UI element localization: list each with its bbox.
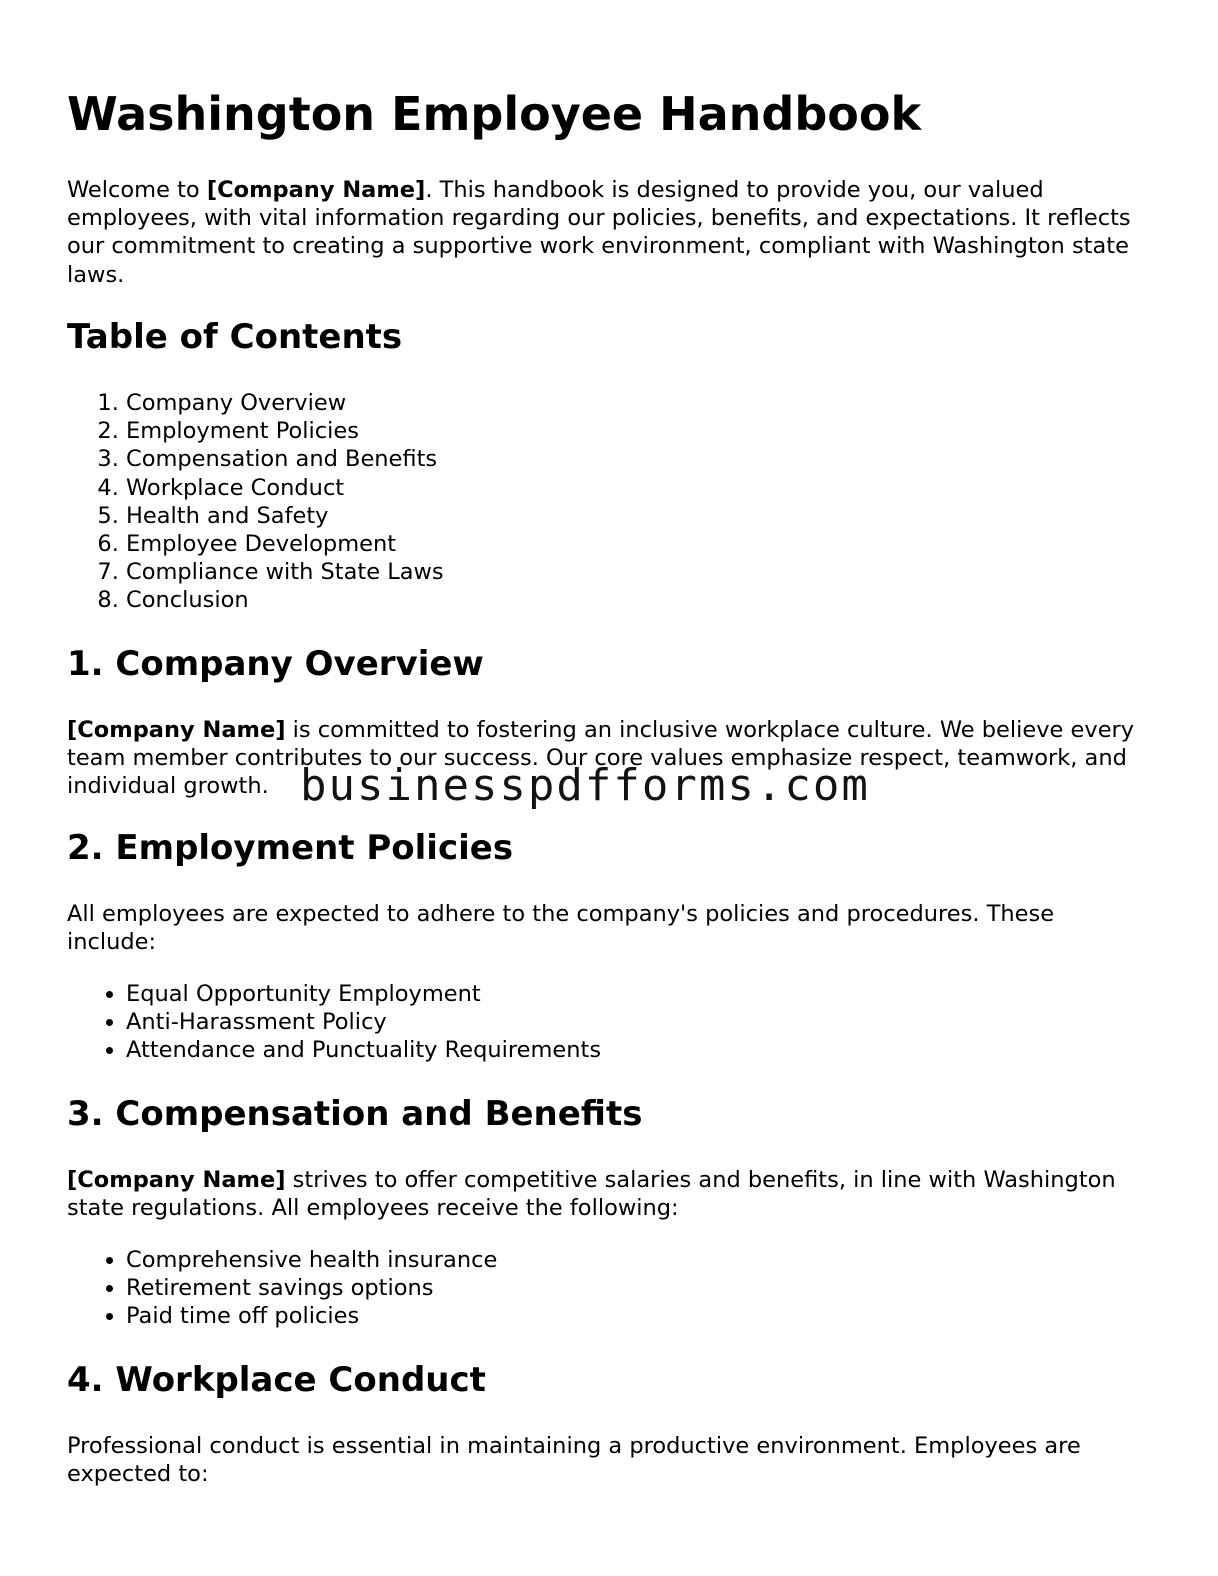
list-item: • Comprehensive health insurance [126,1246,1126,1274]
watermark: businesspdfforms.com [300,760,870,811]
employment-policies-list [67,980,1126,1065]
toc-heading: Table of Contents [67,317,403,357]
section-1-heading: 1. Company Overview [67,644,484,684]
toc-item: 2. Employment Policies [126,417,1126,445]
section-1-text: is committed to fostering an inclusive workplace culture. We believe every team member contributes to our success. Our core values emphasize respect, teamwork, and individual growth. [67,717,1135,800]
company-name-placeholder: [Company Name] [67,1167,286,1193]
document-title: Washington Employee Handbook [67,87,922,141]
list-item: • Attendance and Punctuality Requirements [126,1036,1126,1064]
section-4-heading: 4. Workplace Conduct [67,1360,486,1400]
intro-text: . This handbook is designed to provide you, our valued employees, with vital information regarding our policies, benefits, and expectations. It reflects our commitment to creating a supportive work environment, compliant with Washington state laws. [67,177,1131,288]
list-item: • Equal Opportunity Employment [126,980,1126,1008]
list-item: • Paid time off policies [126,1302,1126,1330]
section-2-paragraph: All employees are expected to adhere to the company's policies and procedures. These include: [67,901,1055,956]
intro-paragraph [67,176,1147,289]
toc-item: 6. Employee Development [126,530,1126,558]
toc-item: 4. Workplace Conduct [126,474,1126,502]
company-name-placeholder: [Company Name] [67,717,286,743]
toc-item: 7. Compliance with State Laws [126,558,1126,586]
list-item: • Retirement savings options [126,1274,1126,1302]
section-2-heading: 2. Employment Policies [67,828,514,868]
company-name-placeholder: [Company Name] [206,177,426,203]
section-1-paragraph [67,716,1147,801]
list-item: • Anti-Harassment Policy [126,1008,1126,1036]
toc-item: 1. Company Overview [126,389,1126,417]
toc-item: 8. Conclusion [126,586,1126,614]
section-3-heading: 3. Compensation and Benefits [67,1094,643,1134]
intro-prefix: Welcome to [67,177,207,203]
section-4-paragraph: Professional conduct is essential in maintaining a productive environment. Employees are expected to: [67,1433,1081,1488]
toc-item: 5. Health and Safety [126,502,1126,530]
toc-list [67,389,1126,615]
toc-item: 3. Compensation and Benefits [126,445,1126,473]
section-3-paragraph [67,1166,1147,1222]
section-3-text: strives to offer competitive salaries and benefits, in line with Washington state regulations. All employees receive the following: [67,1167,1116,1222]
benefits-list [67,1246,1126,1331]
